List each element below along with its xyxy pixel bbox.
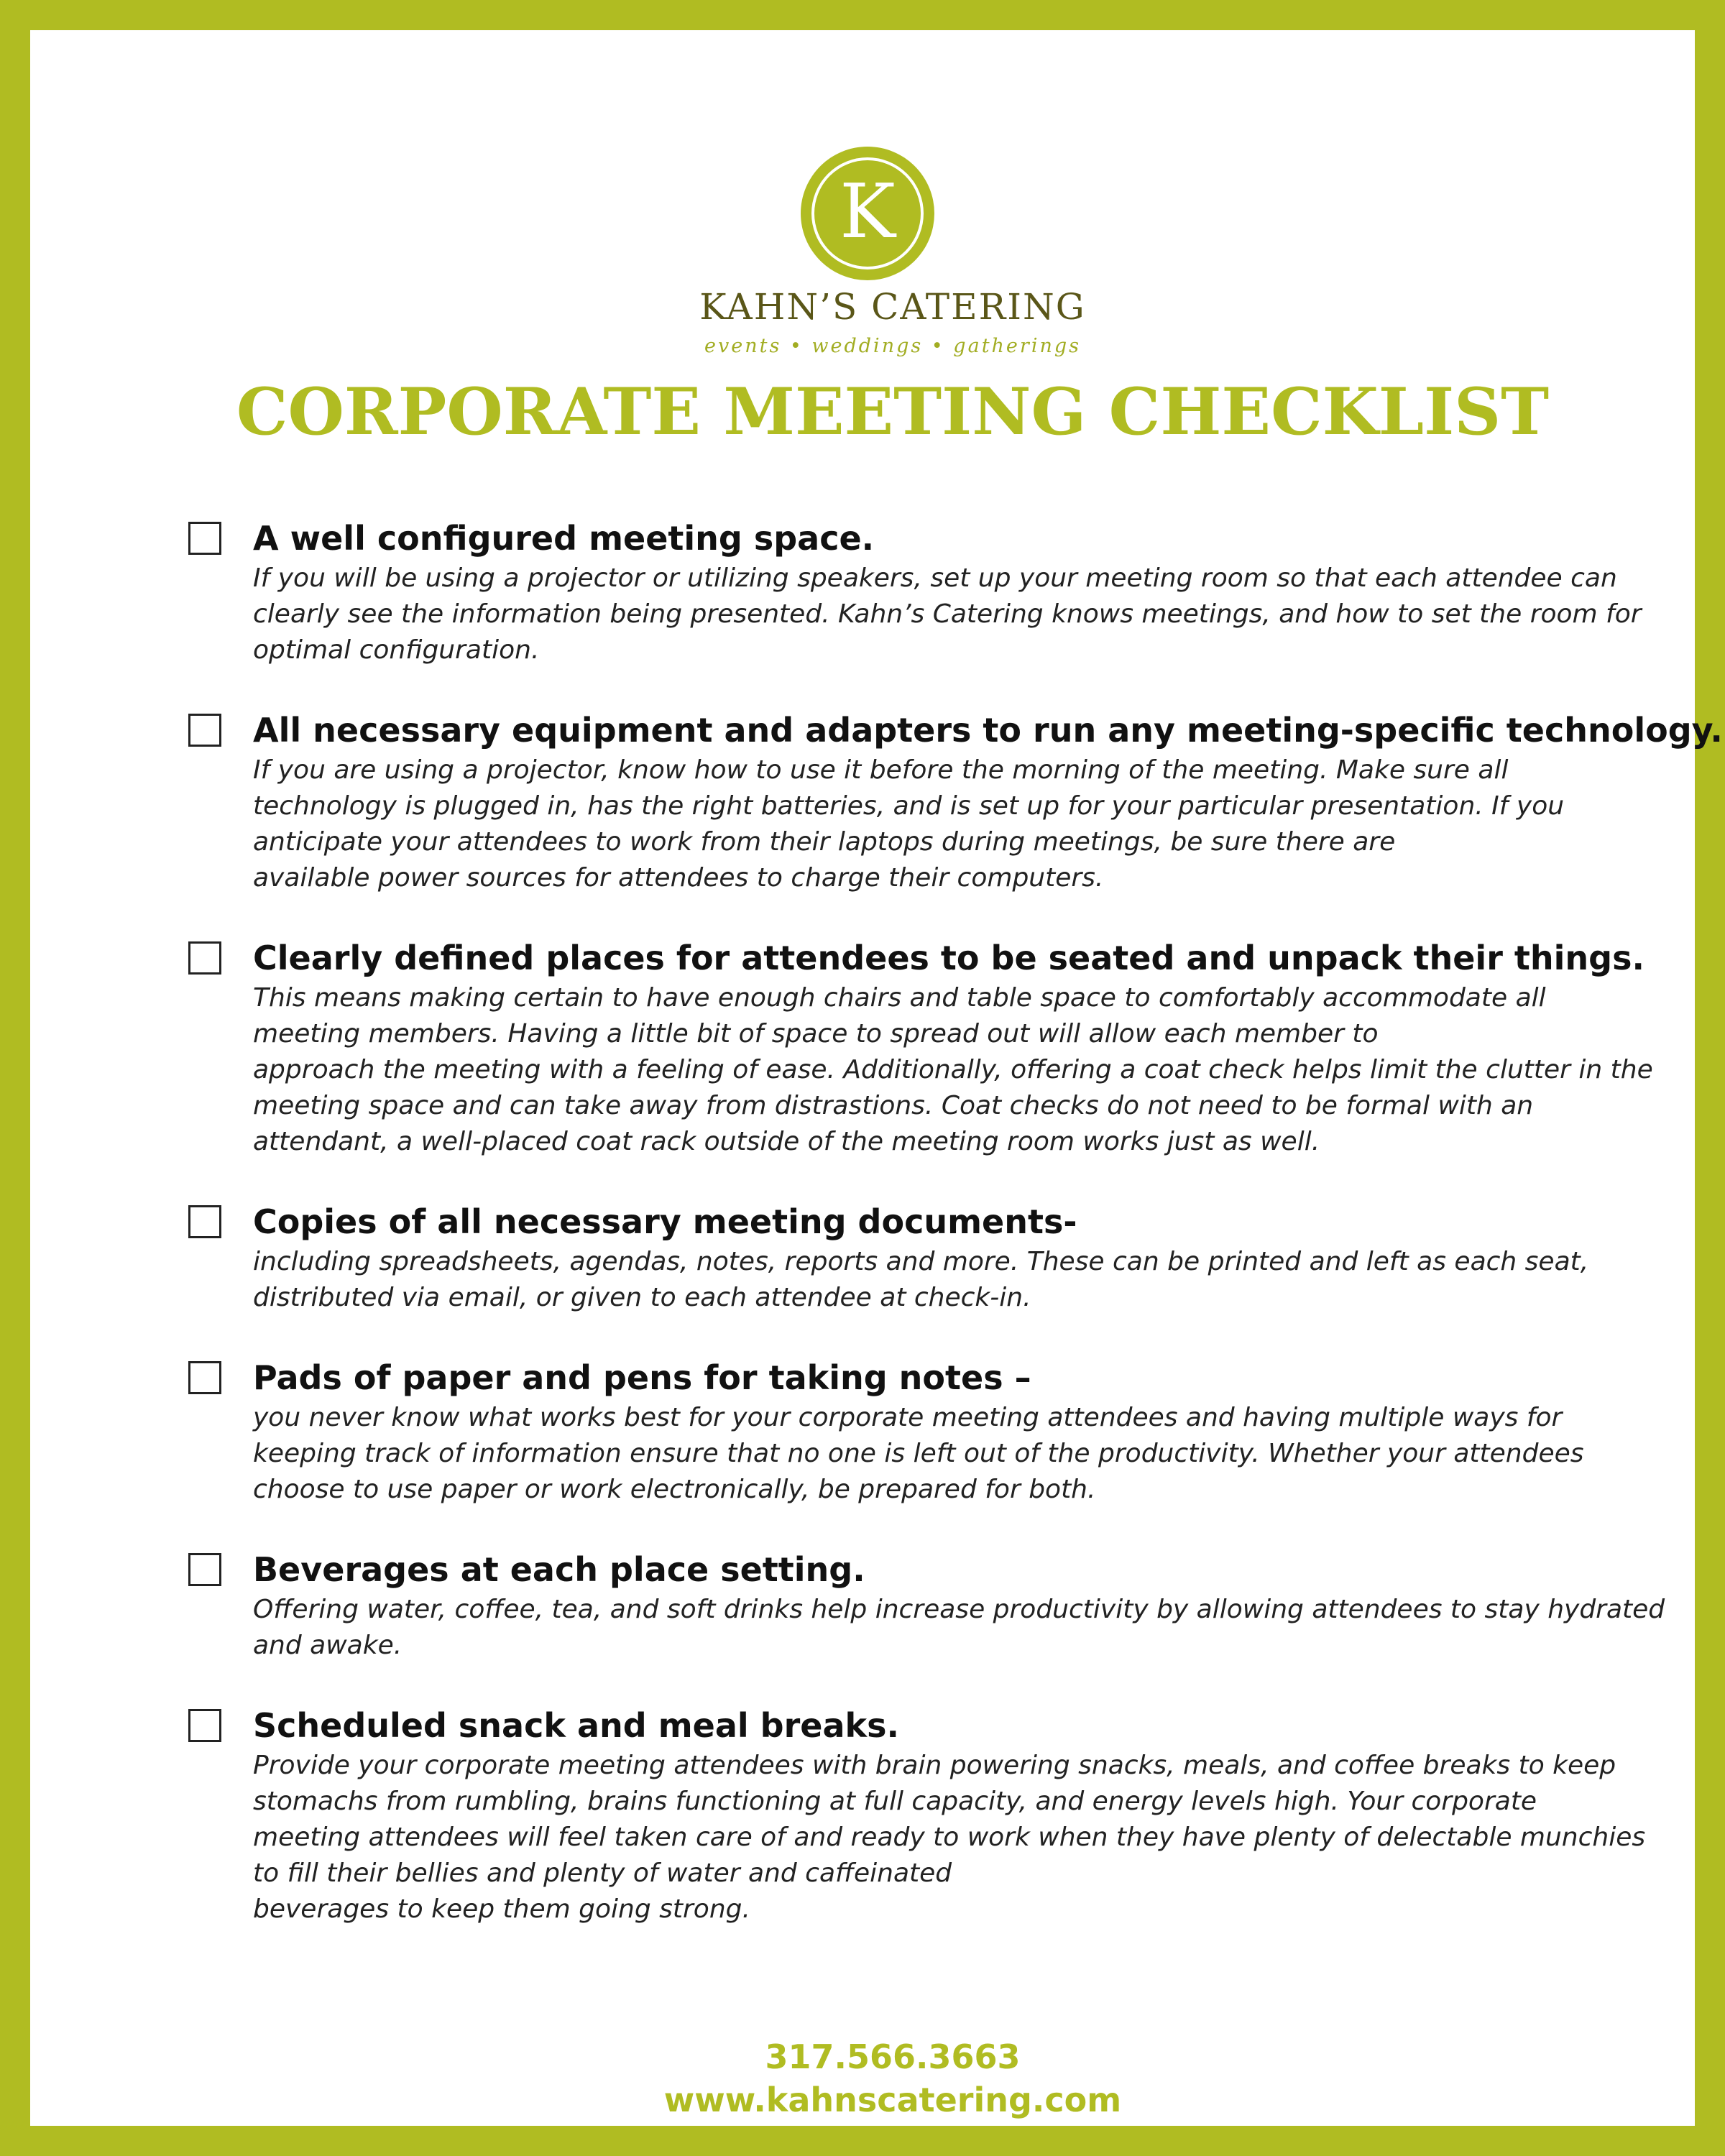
kahns-logo [799,145,936,282]
page-title: CORPORATE MEETING CHECKLIST [236,374,1550,450]
item-heading: Beverages at each place setting. [253,1550,865,1589]
item-description: you never know what works best for your corporate meeting attendees and having multiple ways for keeping track of information ensure that no one is left out of the productivity. Whether your attendees choose to use paper or work electronically, be prepared for both. [253,1403,1584,1504]
logo-letter: K [840,167,896,255]
checkbox[interactable] [188,1709,221,1742]
brand-name: KAHN’S CATERING [699,286,1086,328]
item-description: If you will be using a projector or utilizing speakers, set up your meeting room so that each attendee can clearly see the information being presented. Kahn’s Catering knows meetings, and how to set the room for optimal configuration. [253,563,1642,665]
item-heading: Clearly defined places for attendees to be seated and unpack their things. [253,939,1644,977]
item-heading: A well configured meeting space. [253,519,875,558]
checklist-item-seating [188,936,1683,1160]
checklist-item-documents [188,1199,1683,1316]
item-description: Provide your corporate meeting attendees with brain powering snacks, meals, and coffee breaks to keep stomachs from rumbling, brains functioning at full capacity, and energy levels high. Your corporate meeting attendees will feel taken care of and ready to work when they have plenty of delectable munchies to fill their bellies and plenty of water and caffeinated beverages to keep them going strong. [253,1751,1646,1924]
checkbox[interactable] [188,522,221,555]
checkbox[interactable] [188,714,221,747]
checklist-item-notes [188,1355,1683,1508]
item-heading: Pads of paper and pens for taking notes – [253,1358,1031,1397]
item-description: If you are using a projector, know how to use it before the morning of the meeting. Make sure all technology is plugged in, has the right batteries, and is set up for your particular presentation. If you anticipate your attendees to work from their laptops during meetings, be sure there are available power sources for attendees to charge their computers. [253,755,1565,893]
checkbox[interactable] [188,941,221,975]
checklist-item-equipment [188,708,1723,896]
item-heading: Copies of all necessary meeting documents- [253,1202,1077,1241]
checklist-item-beverages [188,1547,1683,1664]
footer-phone: 317.566.3663 [765,2037,1021,2076]
brand-tagline: events • weddings • gatherings [704,335,1081,357]
checklist-item-meeting-space [188,516,1683,668]
item-description: Offering water, coffee, tea, and soft drinks help increase productivity by allowing attendees to stay hydrated and awake. [253,1595,1665,1660]
checklist-item-breaks [188,1703,1683,1927]
item-heading: Scheduled snack and meal breaks. [253,1706,899,1745]
footer-website-link[interactable]: www.kahnscatering.com [663,2081,1122,2119]
checkbox[interactable] [188,1553,221,1586]
checklist [188,516,1723,1927]
item-description: including spreadsheets, agendas, notes, reports and more. These can be printed and left as each seat, distributed via email, or given to each attendee at check-in. [253,1247,1589,1312]
item-heading: All necessary equipment and adapters to run any meeting-specific technology. [253,711,1723,750]
checkbox[interactable] [188,1361,221,1394]
item-description: This means making certain to have enough chairs and table space to comfortably accommodate all meeting members. Having a little bit of space to spread out will allow each member to approach the meeting with a feeling of ease. Additionally, offering a coat check helps limit the clutter in the meeting space and can take away from distrastions. Coat checks do not need to be formal with an attendant, a well-placed coat rack outside of the meeting room works just as well. [253,983,1653,1156]
checkbox[interactable] [188,1205,221,1238]
